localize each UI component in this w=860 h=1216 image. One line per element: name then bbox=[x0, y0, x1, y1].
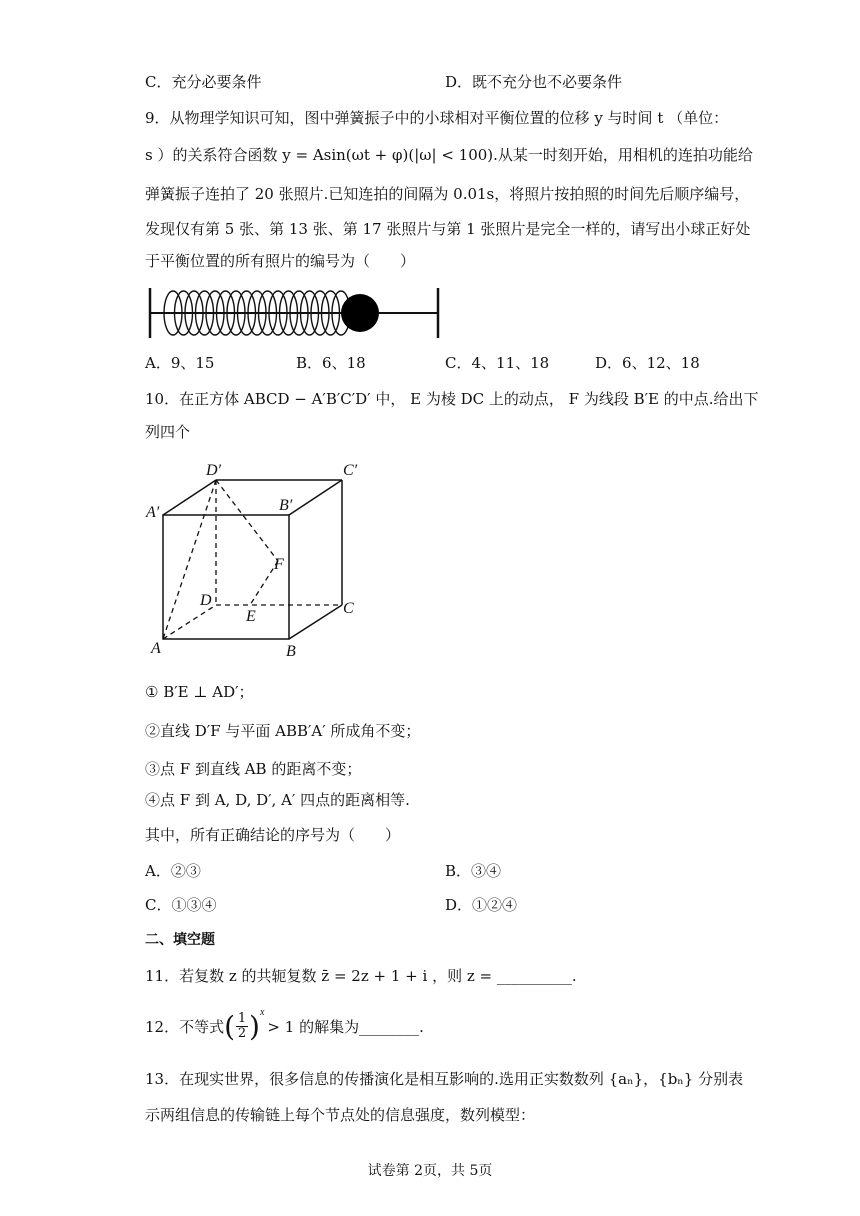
q9-line-1: 9．从物理学知识可知，图中弹簧振子中的小球相对平衡位置的位移 y 与时间 t （单位： bbox=[145, 109, 729, 127]
ball bbox=[341, 294, 379, 332]
label-c: C bbox=[343, 600, 354, 617]
q10-statement-1: ① B′E ⊥ AD′； bbox=[145, 683, 254, 701]
q9-option-a: A．9、15 bbox=[145, 354, 215, 372]
q12-denominator: 2 bbox=[237, 1026, 247, 1041]
q10-line-2: 列四个 bbox=[145, 423, 191, 441]
label-b: B bbox=[286, 643, 296, 660]
q12-numerator: 1 bbox=[237, 1011, 247, 1026]
q10-option-c: C．①③④ bbox=[145, 896, 217, 914]
page-footer: 试卷第 2页，共 5页 bbox=[367, 1163, 493, 1179]
cube-figure bbox=[140, 455, 370, 665]
q12-suffix: > 1 的解集为________. bbox=[267, 1017, 424, 1036]
q10-statement-3: ③点 F 到直线 AB 的距离不变； bbox=[145, 760, 362, 778]
q9-line-2: s ）的关系符合函数 y = Asin(ωt + φ)(|ω| < 100).从某一时刻开始，用相机的连拍功能给 bbox=[145, 146, 753, 164]
q9-line-4: 发现仅有第 5 张、第 13 张、第 17 张照片与第 1 张照片是完全一样的，请写出小球正好处 bbox=[145, 220, 751, 238]
q9-option-b: B．6、18 bbox=[296, 354, 366, 372]
q10-option-a: A．②③ bbox=[145, 862, 201, 880]
label-f: F bbox=[274, 556, 284, 573]
q10-line-1: 10．在正方体 ABCD − A′B′C′D′ 中， E 为棱 DC 上的动点， F 为线段 B′E 的中点.给出下 bbox=[145, 390, 759, 408]
q8-option-c: C．充分必要条件 bbox=[145, 73, 262, 91]
q12-fraction bbox=[236, 1012, 248, 1041]
q11: 11．若复数 z 的共轭复数 z̄ = 2z + 1 + i ，则 z = __________. bbox=[145, 967, 577, 985]
label-d: D bbox=[200, 592, 212, 609]
q13-line-2: 示两组信息的传输链上每个节点处的信息强度，数列模型： bbox=[145, 1106, 536, 1124]
q10-statement-4: ④点 F 到 A, D, D′, A′ 四点的距离相等. bbox=[145, 791, 410, 809]
q10-option-d: D．①②④ bbox=[445, 896, 518, 914]
q9-line-5: 于平衡位置的所有照片的编号为（ ） bbox=[145, 252, 416, 270]
q12-exponent: x bbox=[259, 1006, 265, 1018]
section-title: 二、填空题 bbox=[145, 932, 215, 948]
q10-question: 其中，所有正确结论的序号为（ ） bbox=[145, 826, 401, 844]
spring-oscillator-figure bbox=[145, 283, 445, 343]
q12-prefix: 12．不等式 bbox=[145, 1017, 225, 1036]
label-d-prime: D′ bbox=[206, 462, 222, 479]
label-a: A bbox=[151, 640, 161, 657]
label-c-prime: C′ bbox=[343, 462, 358, 479]
q9-option-d: D．6、12、18 bbox=[595, 354, 700, 372]
q12-left-paren: ( bbox=[224, 1009, 236, 1043]
q12-right-paren: ) bbox=[249, 1009, 260, 1043]
q8-option-d: D．既不充分也不必要条件 bbox=[445, 73, 623, 91]
q12 bbox=[145, 1006, 424, 1043]
q9-option-c: C．4、11、18 bbox=[445, 354, 550, 372]
label-a-prime: A′ bbox=[146, 504, 160, 521]
q9-line-3: 弹簧振子连拍了 20 张照片.已知连拍的间隔为 0.01s，将照片按拍照的时间先后顺序编号， bbox=[145, 185, 750, 203]
label-b-prime: B′ bbox=[279, 497, 293, 514]
q10-option-b: B．③④ bbox=[445, 862, 502, 880]
label-e: E bbox=[246, 608, 256, 625]
q13-line-1: 13．在现实世界，很多信息的传播演化是相互影响的.选用正实数数列 {aₙ}，{bₙ} 分别表 bbox=[145, 1070, 744, 1088]
q10-statement-2: ②直线 D′F 与平面 ABB′A′ 所成角不变； bbox=[145, 722, 421, 740]
